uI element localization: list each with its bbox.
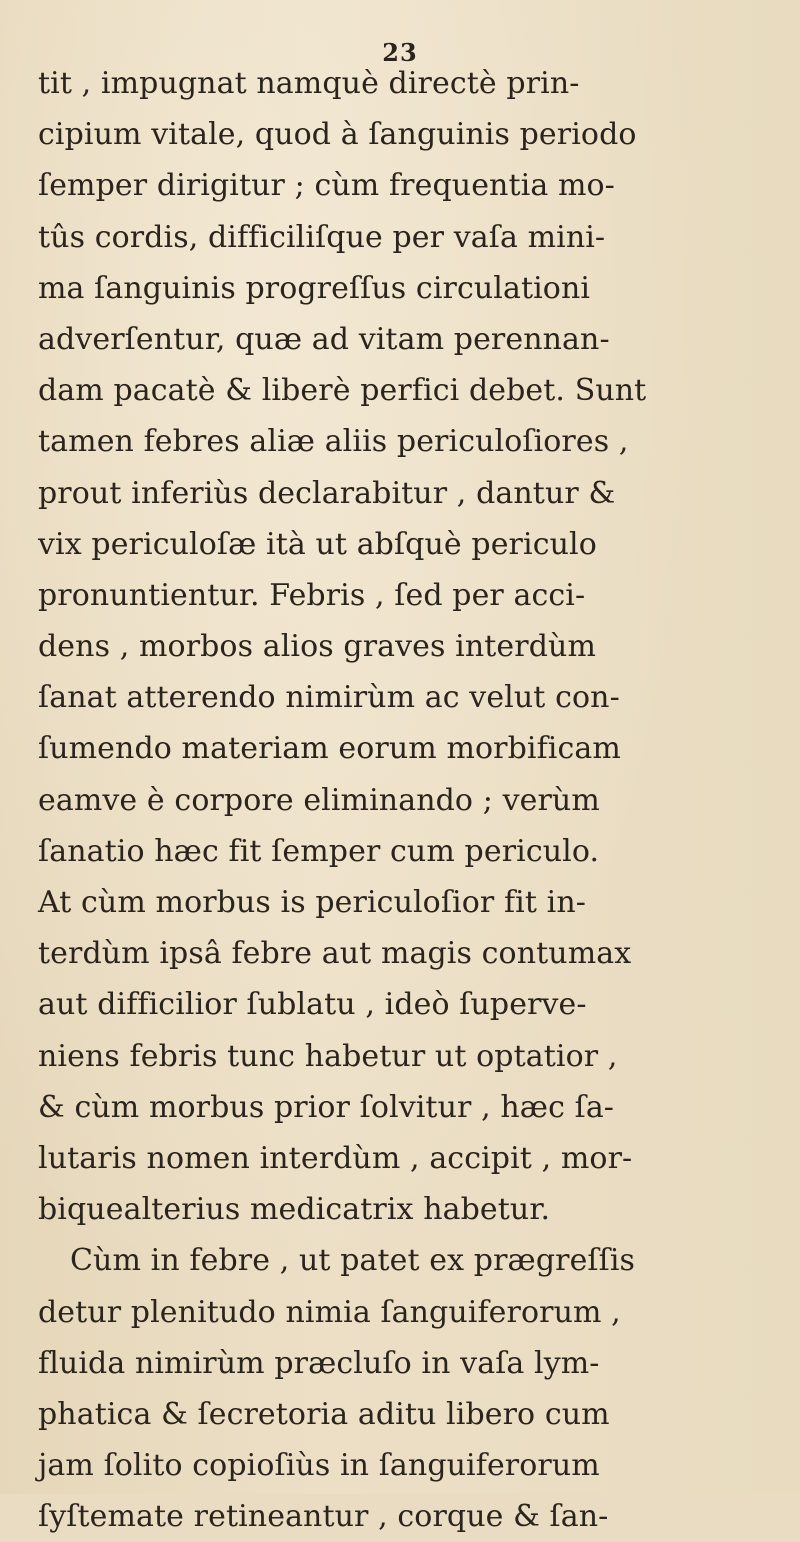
text-line: aut difficilior ſublatu , ideò ſuperve- [38, 987, 587, 1023]
text-line: eamve è corpore eliminando ; verùm [38, 782, 600, 818]
text-line: cipium vitale, quod à ſanguinis periodo [38, 117, 637, 153]
text-line: ma ſanguinis progreſſus circulationi [38, 270, 591, 306]
text-line: ſemper dirigitur ; cùm frequentia mo- [38, 168, 615, 204]
text-line: tamen febres aliæ aliis periculoſiores , [38, 424, 629, 460]
text-line: dam pacatè & liberè perfici debet. Sunt [38, 373, 647, 409]
text-line: adverſentur, quæ ad vitam perennan- [38, 321, 610, 357]
text-line: terdùm ipsâ febre aut magis contumax [38, 936, 632, 972]
text-line: jam ſolito copioſiùs in ſanguiferorum [38, 1448, 600, 1484]
text-line: ſumendo materiam eorum morbificam [38, 731, 621, 767]
text-line: pronuntientur. Febris , ſed per acci- [38, 577, 586, 613]
text-line: detur plenitudo nimia ſanguiferorum , [38, 1294, 621, 1330]
page-number: 23 [382, 38, 418, 67]
paragraph-start-line: Cùm in febre , ut patet ex prægreſſis [70, 1243, 636, 1279]
text-line: tûs cordis, difficiliſque per vaſa mini- [38, 219, 606, 255]
text-line: phatica & ſecretoria aditu libero cum [38, 1396, 610, 1432]
text-line: fluida nimirùm præcluſo in vaſa lym- [38, 1345, 600, 1381]
text-line: tit , impugnat namquè directè prin- [38, 66, 580, 101]
text-line: ſanatio hæc fit ſemper cum periculo. [38, 833, 600, 869]
text-line: & cùm morbus prior ſolvitur , hæc ſa- [38, 1089, 615, 1125]
text-line: At cùm morbus is periculoſior fit in- [38, 885, 587, 920]
text-line: dens , morbos alios graves interdùm [38, 629, 597, 665]
text-line: ſyſtemate retineantur , corque & ſan- [38, 1499, 609, 1535]
text-line: prout inferiùs declarabitur , dantur & [38, 475, 616, 511]
text-line: lutaris nomen interdùm , accipit , mor- [38, 1140, 633, 1176]
text-line: biquealterius medicatrix habetur. [38, 1192, 551, 1228]
text-block [38, 58, 778, 1542]
text-line: niens febris tunc habetur ut optatior , [38, 1038, 618, 1074]
text-line: vix periculoſæ ità ut abſquè periculo [38, 526, 597, 562]
text-line: ſanat atterendo nimirùm ac velut con- [38, 680, 620, 716]
